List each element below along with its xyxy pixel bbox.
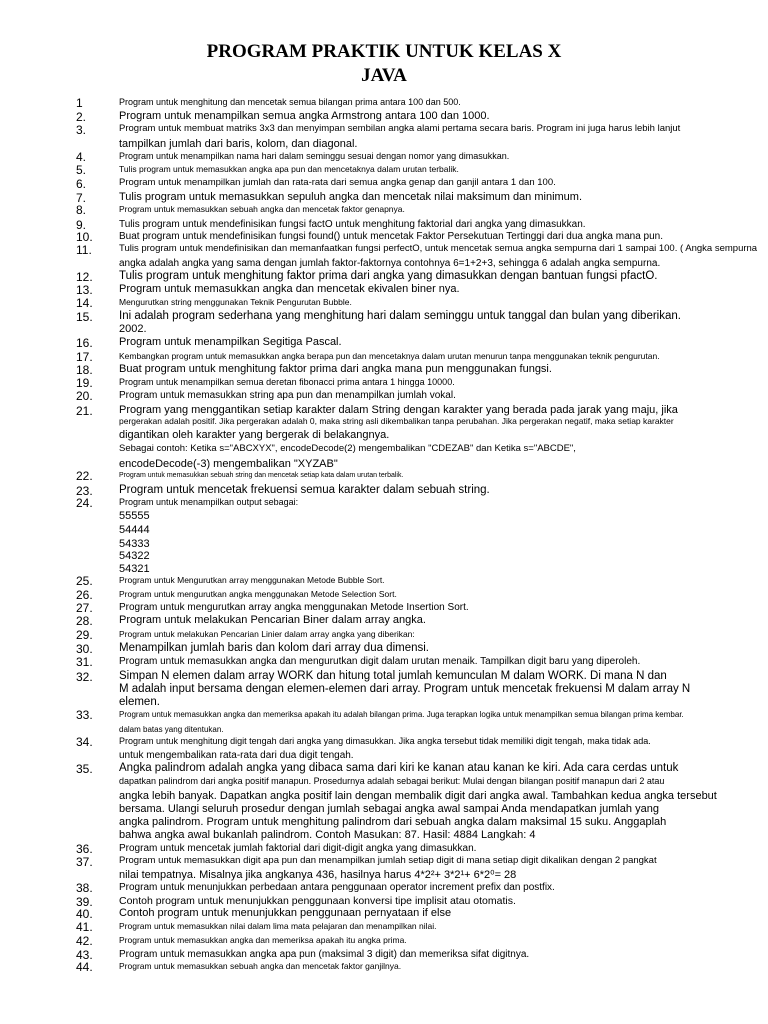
item-text-line: Tulis program untuk memasukkan sepuluh angka dan mencetak nilai maksimum dan minimum. [119,191,583,204]
item-number: 25. [76,574,93,588]
item-number: 29. [76,628,93,642]
item-number: 42. [76,934,93,948]
item-text-line: Program untuk mencetak jumlah faktorial dari digit-digit angka yang dimasukkan. [119,842,477,854]
item-text-line: Menampilkan jumlah baris dan kolom dari array dua dimensi. [119,641,430,654]
item-text-line: Program untuk Mengurutkan array menggunakan Metode Bubble Sort. [119,574,385,585]
item-number: 4. [76,150,87,164]
item-number: 5. [76,163,87,177]
item-text-line: 54322 [119,550,150,563]
item-text-line: Program untuk memasukkan digit apa pun dan menampilkan jumlah setiap digit di mana setiap digit dikalikan dengan 2 pangkat [119,855,657,867]
item-number: 36. [76,842,93,856]
item-text-line: Program untuk mengurutkan array angka menggunakan Metode Insertion Sort. [119,601,469,613]
item-number: 19. [76,376,93,390]
item-text-line: Program untuk memasukkan sebuah angka dan mencetak faktor genapnya. [119,203,405,214]
item-text-line: Program untuk memasukkan angka dan mencetak ekivalen biner nya. [119,283,460,296]
item-text-line: 55555 [119,510,150,523]
item-number: 35. [76,762,93,776]
item-number: 31. [76,655,93,669]
item-number: 26. [76,588,93,602]
item-text-line: Program untuk memasukkan angka dan memeriksa apakah itu adalah bilangan prima. Juga terapkan logika untuk menampilkan semua bilangan prima kembar. [119,710,684,720]
item-number: 10. [76,230,93,244]
item-text-line: angka adalah angka yang sama dengan jumlah faktor-faktornya contohnya 6=1+2+3, sehingga 6 adalah angka sempurna. [119,257,661,269]
item-text-line: Sebagai contoh: Ketika s="ABCXYX", encodeDecode(2) mengembalikan "CDEZAB" dan Ketika s="ABCDE", [119,443,576,455]
item-text-line: Angka palindrom adalah angka yang dibaca sama dari kiri ke kanan atau kanan ke kiri. Ada cara cerdas untuk [119,761,679,774]
item-text-line: Program untuk memasukkan string apa pun dan menampilkan jumlah vokal. [119,389,456,401]
item-text-line: bersama. Ulangi seluruh prosedur dengan jumlah sebagai angka awal sampai Anda mendapatkan jumlah yang [119,803,659,816]
item-text-line: Contoh program untuk menunjukkan penggunaan konversi tipe implisit atau otomatis. [119,895,516,908]
item-text-line: Mengurutkan string menggunakan Teknik Pengurutan Bubble. [119,296,352,307]
item-number: 2. [76,110,87,124]
document-subtitle: JAVA [361,65,407,86]
item-number: 43. [76,948,93,962]
item-text-line: Program untuk menampilkan semua deretan fibonacci prima antara 1 hingga 10000. [119,377,455,388]
item-text-line: Program untuk menghitung dan mencetak semua bilangan prima antara 100 dan 500. [119,97,461,108]
document-title: PROGRAM PRAKTIK UNTUK KELAS X [206,41,562,62]
item-number: 8. [76,203,87,217]
item-number: 40. [76,907,93,921]
item-number: 13. [76,283,93,297]
item-number: 16. [76,336,93,350]
item-text-line: Program untuk menampilkan Segitiga Pascal. [119,336,342,349]
item-text-line: Program untuk menampilkan jumlah dan rata-rata dari semua angka genap dan ganjil antara 1 dan 100. [119,177,556,189]
item-text-line: Tulis program untuk memasukkan angka apa pun dan mencetaknya dalam urutan terbalik. [119,163,459,174]
item-number: 27. [76,601,93,615]
item-number: 7. [76,191,87,205]
item-text-line: Program untuk menunjukkan perbedaan antara penggunaan operator increment prefix dan postfix. [119,881,555,893]
item-text-line: untuk mengembalikan rata-rata dari dua digit tengah. [119,749,354,761]
item-text-line: Program untuk memasukkan sebuah string dan mencetak setiap kata dalam urutan terbalik. [119,471,404,479]
item-text-line: digantikan oleh karakter yang bergerak di belakangnya. [119,429,390,442]
item-text-line: 54321 [119,563,150,576]
item-number: 44. [76,960,93,974]
item-number: 41. [76,920,93,934]
item-number: 9. [76,218,87,232]
item-text-line: Program untuk melakukan Pencarian Linier dalam array angka yang diberikan: [119,628,415,639]
item-number: 28. [76,614,93,628]
item-number: 6. [76,177,87,191]
item-text-line: Program untuk memasukkan sebuah angka dan mencetak faktor ganjilnya. [119,960,402,971]
item-text-line: Program yang menggantikan setiap karakter dalam String dengan karakter yang berada pada jarak yang maju, jika [119,404,678,417]
item-number: 15. [76,310,93,324]
item-number: 34. [76,735,93,749]
item-text-line: 54444 [119,524,150,537]
item-text-line: Program untuk memasukkan angka dan memeriksa apakah itu angka prima. [119,934,407,945]
item-text-line: Program untuk memasukkan angka apa pun (maksimal 3 digit) dan memeriksa sifat digitnya. [119,948,530,960]
item-text-line: nilai tempatnya. Misalnya jika angkanya 436, hasilnya harus 4*2²+ 3*2¹+ 6*2⁰= 28 [119,869,517,882]
item-text-line: elemen. [119,695,160,708]
item-number: 22. [76,469,93,483]
item-text-line: dapatkan palindrom dari angka positif manapun. Prosedurnya adalah sebagai berikut: Mulai dengan bilangan positif manapun dari 2 atau [119,776,665,787]
item-number: 23. [76,484,93,498]
item-text-line: Program untuk menampilkan output sebagai: [119,497,299,508]
item-number: 12. [76,270,93,284]
item-text-line: pergerakan adalah positif. Jika pergerakan adalah 0, maka string asli dikembalikan tanpa perubahan. Jika pergerakan negatif, maka setiap karakter [119,415,674,426]
item-text-line: Program untuk membuat matriks 3x3 dan menyimpan sembilan angka alami pertama secara baris. Program ini juga harus lebih lanjut [119,123,681,135]
item-number: 11. [76,243,92,257]
item-text-line: Tulis program untuk mendefinisikan dan memanfaatkan fungsi perfectO, untuk mencetak semua angka sempurna dari 1 sampai 100. ( Angka sempurna [119,243,758,255]
item-number: 37. [76,855,93,869]
item-number: 17. [76,350,93,364]
item-text-line: Program untuk menampilkan semua angka Armstrong antara 100 dan 1000. [119,110,490,123]
item-text-line: angka lebih banyak. Dapatkan angka positif lain dengan membalik digit dari angka awal. Tambahkan kedua angka tersebut [119,790,717,803]
item-text-line: Program untuk mencetak frekuensi semua karakter dalam sebuah string. [119,483,490,496]
item-number: 3. [76,123,87,137]
item-text-line: angka palindrom. Program untuk menghitung palindrom dari sebuah angka dalam maksimal 15 suku. Anggaplah [119,816,667,829]
item-text-line: Buat program untuk mendefinisikan fungsi found() untuk mencetak Faktor Persekutuan Tertinggi dari dua angka mana pun. [119,230,664,242]
item-text-line: dalam batas yang ditentukan. [119,725,224,735]
item-text-line: Contoh program untuk menunjukkan penggunaan pernyataan if else [119,907,452,920]
item-text-line: Program untuk memasukkan angka dan mengurutkan digit dalam urutan menaik. Tampilkan digit baru yang diperoleh. [119,655,641,667]
item-text-line: Ini adalah program sederhana yang menghitung hari dalam seminggu untuk tanggal dan bulan yang diberikan. [119,309,681,322]
item-text-line: tampilkan jumlah dari baris, kolom, dan diagonal. [119,138,358,151]
item-number: 24. [76,496,93,510]
item-text-line: 2002. [119,323,147,336]
item-text-line: Program untuk menghitung digit tengah dari angka yang dimasukkan. Jika angka tersebut tidak memiliki digit tengah, maka tidak ada. [119,736,651,747]
item-text-line: bahwa angka awal bukanlah palindrom. Contoh Masukan: 87. Hasil: 4884 Langkah: 4 [119,829,536,842]
item-text-line: Simpan N elemen dalam array WORK dan hitung total jumlah kemunculan M dalam WORK. Di mana N dan [119,669,667,682]
item-text-line: Kembangkan program untuk memasukkan angka berapa pun dan mencetaknya dalam urutan menurun tanpa menggunakan teknik pengurutan. [119,350,660,361]
item-text-line: Tulis program untuk menghitung faktor prima dari angka yang dimasukkan dengan bantuan fungsi pfactO. [119,269,658,282]
item-number: 38. [76,881,93,895]
item-text-line: M adalah input bersama dengan elemen-elemen dari array. Program untuk mencetak frekuensi M dalam array N [119,682,691,695]
item-text-line: Program untuk menampilkan nama hari dalam seminggu sesuai dengan nomor yang dimasukkan. [119,151,510,162]
item-number: 30. [76,642,93,656]
item-text-line: Program untuk melakukan Pencarian Biner dalam array angka. [119,614,426,627]
item-number: 32. [76,670,93,684]
item-text-line: Tulis program untuk mendefinisikan fungsi factO untuk menghitung faktorial dari angka yang dimasukkan. [119,218,586,230]
item-text-line: Buat program untuk menghitung faktor prima dari angka mana pun menggunakan fungsi. [119,363,552,376]
item-number: 33. [76,708,93,722]
item-text-line: Program untuk memasukkan nilai dalam lima mata pelajaran dan menampilkan nilai. [119,920,437,931]
item-number: 1 [76,96,83,110]
item-number: 39. [76,895,93,909]
item-text-line: encodeDecode(-3) mengembalikan "XYZAB" [119,458,338,471]
item-number: 20. [76,389,93,403]
item-number: 18. [76,363,93,377]
item-text-line: Program untuk mengurutkan angka menggunakan Metode Selection Sort. [119,588,397,599]
item-number: 14. [76,296,93,310]
item-text-line: 54333 [119,538,150,551]
item-number: 21. [76,404,93,418]
